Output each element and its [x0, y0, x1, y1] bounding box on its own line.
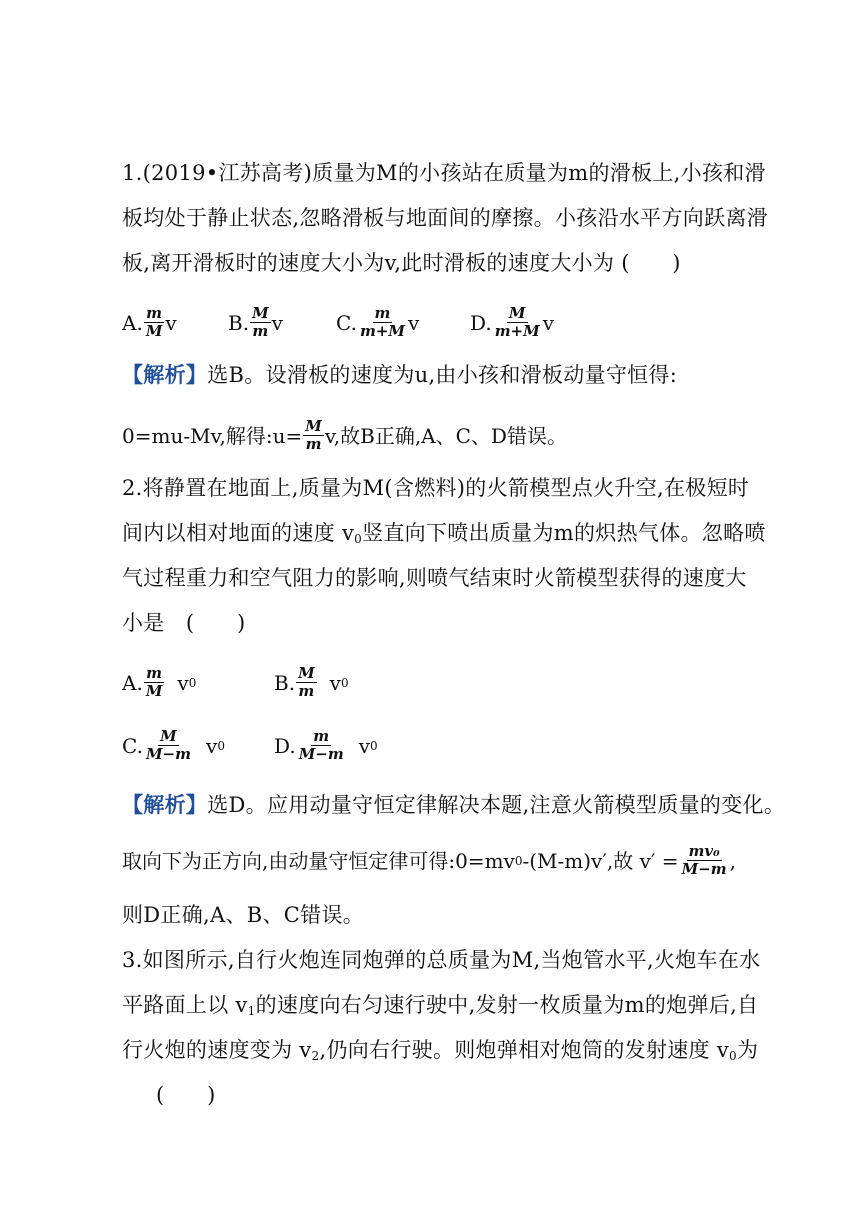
q2-analysis [122, 790, 785, 820]
q1-option-b [228, 305, 283, 340]
option-label: B. [274, 670, 296, 695]
numerator: mv₀ [688, 842, 720, 860]
analysis-text: 选B。设滑板的速度为u,由小孩和滑板动量守恒得: [207, 363, 678, 387]
option-label: D. [470, 310, 492, 335]
numerator: M [508, 304, 526, 322]
q3-line-4: ( ) [156, 1083, 216, 1107]
q1-line-3: 板,离开滑板时的速度大小为v,此时滑板的速度大小为 ( ) [122, 251, 681, 275]
numerator: m [146, 664, 163, 682]
q1-line-2: 板均处于静止状态,忽略滑板与地面间的摩擦。小孩沿水平方向跃离滑 [122, 206, 768, 230]
fraction [303, 418, 324, 453]
fraction [680, 843, 729, 878]
denominator: m [298, 682, 315, 700]
analysis-text: v,故B正确,A、C、D错误。 [324, 423, 567, 448]
denominator: M−m [298, 745, 344, 763]
option-label: C. [122, 733, 143, 758]
numerator: M [252, 304, 269, 322]
q2-option-d: D. $\frac{m}{M-m}$ v 0 [274, 727, 378, 763]
option-suffix: v [177, 670, 189, 695]
option-suffix: v [271, 310, 283, 335]
fraction [493, 305, 542, 340]
q1-analysis-line-2 [122, 418, 567, 453]
fraction [250, 305, 271, 340]
analysis-text: 选D。应用动量守恒定律解决本题,注意火箭模型质量的变化。 [207, 793, 786, 817]
denominator: m [252, 322, 269, 340]
fraction [144, 305, 165, 340]
option-label: C. [336, 310, 357, 335]
fraction [144, 665, 165, 700]
option-suffix: v [542, 310, 555, 335]
analysis-text: 取向下为正方向,由动量守恒定律可得:0=mv [122, 848, 515, 873]
analysis-text: , [729, 848, 736, 873]
numerator: m [146, 304, 163, 322]
analysis-text: -(M-m)v′,故 v′ = [522, 848, 679, 873]
q2-option-a: A. $\frac{m}{M}$ v 0 [122, 664, 197, 700]
q2-option-b: B. $\frac{M}{m}$ v 0 [274, 664, 349, 700]
denominator: M−m [681, 860, 727, 878]
q3-line-1: 3.如图所示,自行火炮连同炮弹的总质量为M,当炮管水平,火炮车在水 [122, 948, 761, 972]
q1-option-d [470, 305, 554, 340]
q2-line-3: 气过程重力和空气阻力的影响,则喷气结束时火箭模型获得的速度大 [122, 566, 747, 590]
analysis-tag: 【解析】 [122, 792, 208, 817]
fraction [358, 305, 407, 340]
fraction [296, 665, 317, 700]
q2-line-1: 2.将静置在地面上,质量为M(含燃料)的火箭模型点火升空,在极短时 [122, 476, 750, 500]
denominator: M [145, 682, 163, 700]
option-suffix: v [165, 310, 177, 335]
fraction [144, 728, 193, 763]
option-suffix: v [358, 733, 371, 758]
option-label: A. [122, 670, 143, 695]
denominator: M [145, 322, 163, 340]
q2-line-4: 小是 ( ) [122, 611, 246, 635]
option-suffix: v [206, 733, 218, 758]
q2-analysis-line-2: 取向下为正方向,由动量守恒定律可得:0=mv 0 -(M-m)v′,故 v′ = $\frac{\text{mv₀}}{M-m}$ , [122, 842, 736, 878]
option-label: D. [274, 733, 296, 758]
q2-analysis-line-3: 则D正确,A、B、C错误。 [122, 903, 365, 927]
option-suffix: v [329, 670, 341, 695]
q2-option-c: C. $\frac{M}{M-m}$ v 0 [122, 727, 225, 763]
numerator: M [160, 727, 177, 745]
numerator: M [298, 664, 315, 682]
q1-option-c [336, 305, 419, 340]
option-label: B. [228, 310, 250, 335]
denominator: M−m [145, 745, 191, 763]
numerator: M [305, 417, 322, 435]
q3-line-2: 平路面上以 $v_1$的速度向右匀速行驶中,发射一枚质量为m的炮弹后,自 [122, 993, 759, 1018]
analysis-text: 0=mu-Mv,解得:u= [122, 423, 303, 448]
analysis-tag: 【解析】 [122, 362, 208, 387]
numerator: m [374, 304, 391, 322]
option-suffix: v [408, 310, 420, 335]
option-label: A. [122, 310, 143, 335]
q1-option-a [122, 305, 177, 340]
q2-line-2: 间内以相对地面的速度 $v_0$竖直向下喷出质量为m的炽热气体。忽略喷 [122, 521, 766, 546]
denominator: m [305, 435, 322, 453]
denominator: m+M [359, 322, 405, 340]
denominator: m+M [494, 322, 540, 340]
numerator: m [313, 727, 330, 745]
q3-line-3: 行火炮的速度变为 $v_2$,仍向右行驶。则炮弹相对炮筒的发射速度 $v_0$为 [122, 1038, 759, 1063]
q1-analysis [122, 360, 677, 390]
q1-line-1: 1.(2019•江苏高考)质量为M的小孩站在质量为m的滑板上,小孩和滑 [122, 161, 766, 185]
fraction [297, 728, 346, 763]
